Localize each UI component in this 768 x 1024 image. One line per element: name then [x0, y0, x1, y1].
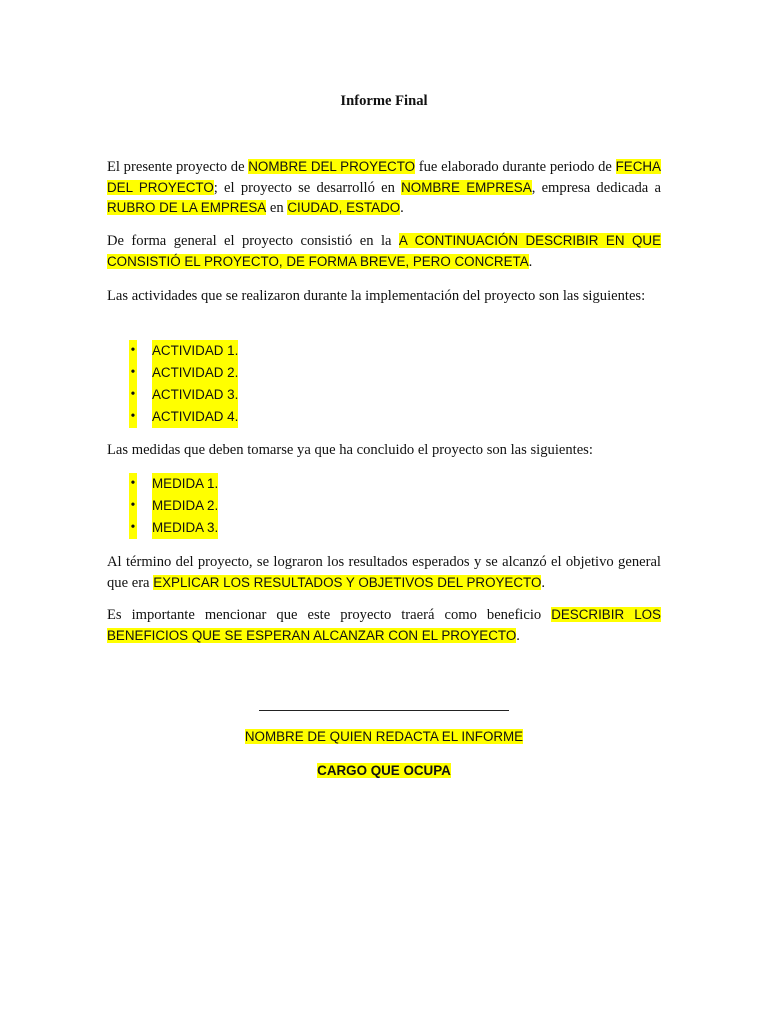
placeholder-activity: ACTIVIDAD 2.	[152, 362, 238, 384]
text-segment: Es importante mencionar que este proyecto traerá como beneficio	[107, 607, 552, 623]
text-segment: De forma general el proyecto consistió en la	[107, 233, 399, 249]
bullet-icon: •	[129, 384, 137, 406]
paragraph-activities-intro: Las actividades que se realizaron durante la implementación del proyecto son las siguientes:	[107, 288, 646, 304]
placeholder-author-role: CARGO QUE OCUPA	[317, 763, 451, 778]
placeholder-measure: MEDIDA 3.	[152, 517, 218, 539]
placeholder-activity: ACTIVIDAD 3.	[152, 384, 238, 406]
bullet-icon: •	[129, 362, 137, 384]
text-segment: ; el proyecto se desarrolló en	[213, 179, 402, 196]
text-segment: Al término del proyecto, se lograron los resultados esperados y se alcanzó el objetivo general que era	[107, 554, 661, 591]
placeholder-activity: ACTIVIDAD 1.	[152, 340, 238, 362]
paragraph-results	[107, 552, 661, 593]
text-segment: fue elaborado durante periodo de	[415, 159, 616, 175]
document-title: Informe Final	[340, 93, 428, 109]
text-segment: .	[400, 200, 404, 216]
placeholder-project-description: A CONTINUACIÓN DESCRIBIR EN QUE CONSISTIÓ EL PROYECTO, DE FORMA BREVE, PERO CONCRETA	[107, 233, 662, 269]
placeholder-company-name: NOMBRE EMPRESA	[401, 179, 532, 195]
placeholder-activity: ACTIVIDAD 4.	[152, 406, 238, 428]
text-segment: .	[528, 253, 533, 270]
placeholder-city-state: CIUDAD, ESTADO	[287, 200, 401, 215]
signature-line	[259, 710, 509, 711]
text-segment: en	[266, 200, 288, 216]
placeholder-project-name: NOMBRE DEL PROYECTO	[248, 159, 416, 174]
bullet-icon: •	[129, 340, 137, 362]
placeholder-measure: MEDIDA 1.	[152, 473, 218, 495]
placeholder-benefits: DESCRIBIR LOS BENEFICIOS QUE SE ESPERAN ALCANZAR CON EL PROYECTO	[107, 607, 661, 643]
placeholder-company-sector: RUBRO DE LA EMPRESA	[107, 200, 267, 215]
bullet-icon: •	[129, 406, 137, 428]
placeholder-project-date: FECHA DEL PROYECTO	[107, 159, 661, 195]
document-page	[107, 0, 661, 1024]
bullet-icon: •	[129, 473, 137, 495]
paragraph-intro	[107, 157, 661, 219]
text-segment: .	[516, 627, 520, 644]
paragraph-benefits	[107, 605, 661, 646]
placeholder-measure: MEDIDA 2.	[152, 495, 218, 517]
text-segment: , empresa dedicada a	[531, 179, 661, 196]
signature-name-block	[107, 727, 661, 747]
text-segment: .	[541, 574, 546, 591]
placeholder-author-name: NOMBRE DE QUIEN REDACTA EL INFORME	[244, 729, 524, 744]
paragraph-description	[107, 231, 661, 272]
text-segment: El presente proyecto de	[107, 159, 249, 175]
bullet-icon: •	[129, 517, 137, 539]
bullet-icon: •	[129, 495, 137, 517]
signature-role-block	[107, 761, 661, 781]
placeholder-results-objectives: EXPLICAR LOS RESULTADOS Y OBJETIVOS DEL PROYECTO	[153, 574, 542, 590]
paragraph-measures-intro: Las medidas que deben tomarse ya que ha concluido el proyecto son las siguientes:	[107, 442, 593, 458]
